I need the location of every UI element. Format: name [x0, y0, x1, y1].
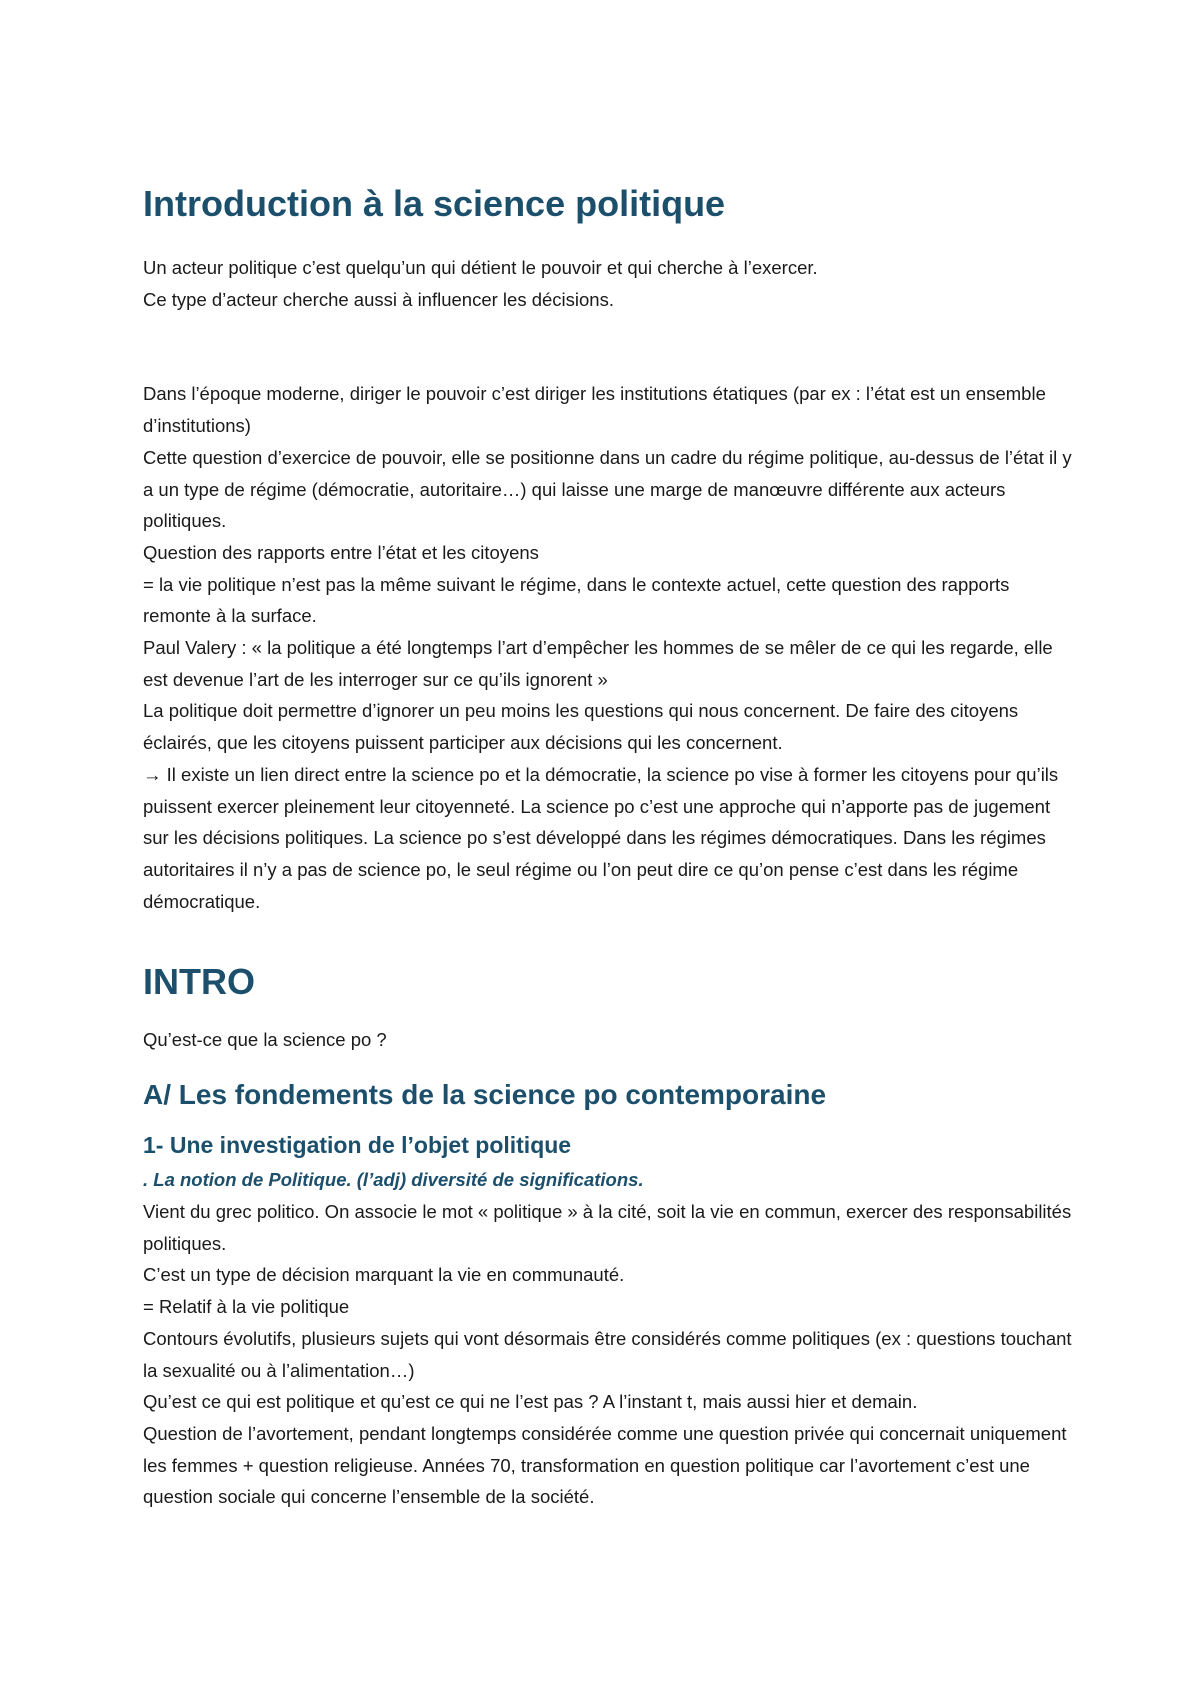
body-paragraph: → Il existe un lien direct entre la science po et la démocratie, la science po vise à former les citoyens pour qu’ils puissent exercer pleinement leur citoyenneté. La science po c’est une approche qui n’apporte pas de jugement sur les décisions politiques. La science po s’est développé dans les régimes démocratiques. Dans les régimes autoritaires il n’y a pas de science po, le seul régime ou l’on peut dire ce qu’on pense c’est dans les régime démocratique. — [143, 763, 1059, 912]
intro-line: Ce type d’acteur cherche aussi à influencer les décisions. — [143, 288, 614, 310]
section-paragraph: Vient du grec politico. On associe le mot « politique » à la cité, soit la vie en commun, exercer des responsabilités politiques. — [143, 1201, 1072, 1254]
intro-line: Un acteur politique c’est quelqu’un qui détient le pouvoir et qui cherche à l’exercer. — [143, 257, 818, 278]
quote-paragraph: Paul Valery : « la politique a été longtemps l’art d’empêcher les hommes de se mêler de ce qui les regarde, elle est devenue l’art de les interroger sur ce qu’ils ignorent » — [143, 637, 1053, 690]
document-title: Introduction à la science politique — [143, 183, 726, 224]
body-paragraph: Question des rapports entre l’état et les citoyens — [143, 541, 539, 563]
body-paragraph: Dans l’époque moderne, diriger le pouvoir c’est diriger les institutions étatiques (par ex : l’état est un ensemble d’institutions) — [143, 383, 1046, 437]
document-page — [143, 176, 1073, 1513]
subsection-heading: . La notion de Politique. (l’adj) diversité de significations. — [143, 1169, 644, 1191]
section-paragraph: = Relatif à la vie politique — [143, 1296, 350, 1318]
intro-question: Qu’est-ce que la science po ? — [143, 1029, 387, 1051]
intro-heading: INTRO — [143, 961, 255, 1003]
section-a-heading: A/ Les fondements de la science po contemporaine — [143, 1079, 827, 1111]
body-paragraph: Cette question d’exercice de pouvoir, elle se positionne dans un cadre du régime politique, au-dessus de l’état il y a un type de régime (démocratie, autoritaire…) qui laisse une marge de manœuvre différente aux acteurs politiques. — [143, 446, 1072, 532]
spacer — [143, 315, 1073, 378]
section-paragraph: C’est un type de décision marquant la vie en communauté. — [143, 1264, 625, 1286]
body-paragraph: = la vie politique n’est pas la même suivant le régime, dans le contexte actuel, cette question des rapports remonte à la surface. — [143, 573, 1010, 627]
section-paragraph: Qu’est ce qui est politique et qu’est ce qui ne l’est pas ? A l’instant t, mais aussi hier et demain. — [143, 1391, 918, 1413]
section-paragraph: Question de l’avortement, pendant longtemps considérée comme une question privée qui concernait uniquement les femmes + question religieuse. Années 70, transformation en question politique car l’avortement c’est une question sociale qui concerne l’ensemble de la société. — [143, 1422, 1067, 1508]
body-paragraph: La politique doit permettre d’ignorer un peu moins les questions qui nous concernent. De faire des citoyens éclairés, que les citoyens puissent participer aux décisions qui les concernent. — [143, 700, 1019, 754]
section-paragraph: Contours évolutifs, plusieurs sujets qui vont désormais être considérés comme politiques (ex : questions touchant la sexualité ou à l’alimentation…) — [143, 1327, 1072, 1381]
section-1-heading: 1- Une investigation de l’objet politique — [143, 1132, 572, 1159]
